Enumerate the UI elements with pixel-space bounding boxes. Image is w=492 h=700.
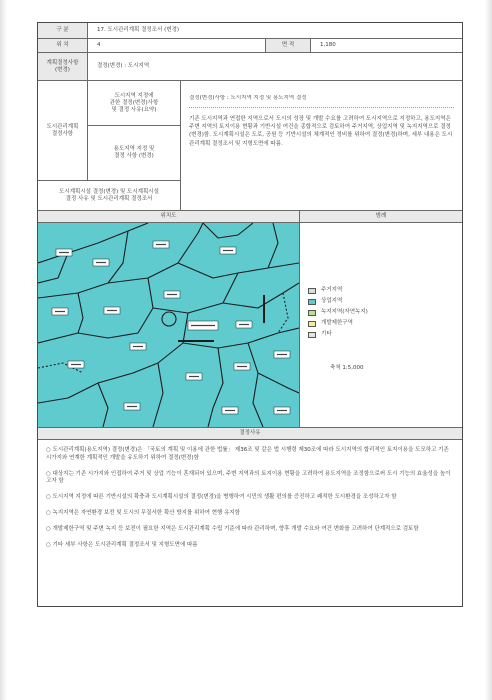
reason-paragraph: ○ 도시관리계획(용도지역) 결정(변경)은 「국토의 계획 및 이용에 관한 법률」 제36조 및 같은 법 시행령 제30조에 따라 도시지역의 합리적인 토지이용을 도모하고 기존 시가지와 연계한 계획적인 개발을 유도하기 위하여 결정(변경)함 xyxy=(46,447,449,461)
decision-section-label-line2: 결정사항 xyxy=(51,130,74,137)
plan-decision-value: 결정(변경) : 도시지역 xyxy=(88,53,462,81)
legend-swatch xyxy=(308,332,316,338)
sub-label-line: 관한 결정(변경)사항 xyxy=(109,99,159,106)
sub-label-line: 용도지역 지정 및 xyxy=(113,146,155,152)
reason-paragraph: ○ 대상지는 기존 시가지와 인접하여 주거 및 상업 기능이 혼재되어 있으며, 주변 지역과의 토지이용 현황을 고려하여 용도지역을 조정함으로써 도시 기능의 효율성을 높이고자 함 xyxy=(46,470,451,485)
reason-paragraph: ○ 도시지역 지정에 따른 기반시설의 확충과 도시계획시설의 결정(변경)을 병행하여 시민의 생활 편의를 증진하고 쾌적한 도시환경을 조성하고자 함 xyxy=(46,494,397,501)
decision-section-label xyxy=(38,81,88,181)
legend-label: 개발제한구역 xyxy=(321,320,353,326)
legend-swatch xyxy=(308,288,316,294)
location-map-panel xyxy=(38,223,300,428)
decision-form xyxy=(37,22,463,607)
location-value: 4 xyxy=(88,39,266,53)
legend-item xyxy=(308,332,458,339)
plan-decision-label-line2: (변경) xyxy=(55,66,70,73)
sub-label-line: 도시지역 지정에 xyxy=(114,92,154,99)
legend-heading: 범례 xyxy=(300,211,462,223)
row1-value: 17. 도시관리계획 결정조서 (변경) xyxy=(88,23,462,39)
sub-label-urban-area xyxy=(88,81,181,126)
location-label: 위 치 xyxy=(38,39,88,53)
legend-label: 기타 xyxy=(321,331,332,337)
legend-item xyxy=(308,288,458,295)
legend-item xyxy=(308,310,458,317)
area-value: 1,180 xyxy=(311,39,462,53)
sub-label-zoning xyxy=(88,126,181,181)
scan-edge-right xyxy=(485,0,492,700)
legend-label: 녹지지역(자연녹지) xyxy=(321,309,368,315)
legend-swatch xyxy=(308,321,316,327)
sub-label-line: 및 결정 사유(요약) xyxy=(111,106,157,113)
decision-content-body: 기존 도시지역과 연접한 지역으로서 도시의 성장 및 개발 수요를 고려하여 도시지역으로 지정하고, 용도지역은 주변 지역의 토지이용 현황과 기반시설 여건을 종합적으로 검토하여 주거지역, 상업지역 및 녹지지역으로 결정(변경)함. 도시계획시설은 도로, 공원 등 기반시설의 체계적인 정비를 위하여 결정(변경)하며, 세부 내용은 도시관리계획 결정조서 및 지형도면에 따름. xyxy=(189,116,453,147)
sub-label-line: 결정 사항 (변경) xyxy=(114,153,154,159)
scan-edge-left xyxy=(0,0,7,700)
plan-decision-label xyxy=(38,53,88,81)
legend-swatch xyxy=(308,310,316,316)
decision-content-title: 결정(변경)사항 : 도시지역 지정 및 용도지역 결정 xyxy=(189,95,454,108)
legend-item xyxy=(308,299,458,306)
reasons-body xyxy=(38,440,462,606)
map-scale: 축척 1:5,000 xyxy=(330,365,364,371)
location-map xyxy=(38,223,299,427)
map-background xyxy=(38,223,299,427)
reason-paragraph: ○ 개발제한구역 및 주변 녹지 등 보전이 필요한 지역은 도시관리계획 수립 기준에 따라 관리하며, 향후 개발 수요와 여건 변화를 고려하여 단계적으로 검토함 xyxy=(46,525,419,532)
legend-item xyxy=(308,321,458,328)
legend-panel xyxy=(300,223,462,428)
reason-paragraph: ○ 녹지지역은 자연환경 보전 및 도시의 무질서한 확산 방지를 위하여 현행 유지함 xyxy=(46,509,241,516)
sub-label-line: 도시계획시설 결정(변경) 및 도시계획시설 xyxy=(59,188,159,195)
legend-swatch xyxy=(308,299,316,305)
reasons-heading: 결정사유 xyxy=(38,428,462,440)
legend-label: 상업지역 xyxy=(321,298,343,304)
decision-section-label-line1: 도시관리계획 xyxy=(46,123,79,130)
area-label: 면 적 xyxy=(266,39,311,53)
sub-label-line: 결정 사유 및 도시관리계획 결정조서 xyxy=(65,195,153,202)
sub-label-facilities xyxy=(38,181,181,211)
legend-label: 주거지역 xyxy=(321,287,343,293)
reason-paragraph: ○ 기타 세부 사항은 도시관리계획 결정조서 및 지형도면에 따름 xyxy=(46,541,198,548)
map-heading: 위치도 xyxy=(38,211,300,223)
plan-decision-label-line1: 계획결정사항 xyxy=(46,59,79,66)
row1-label: 구 분 xyxy=(38,23,88,39)
decision-content xyxy=(181,81,462,211)
